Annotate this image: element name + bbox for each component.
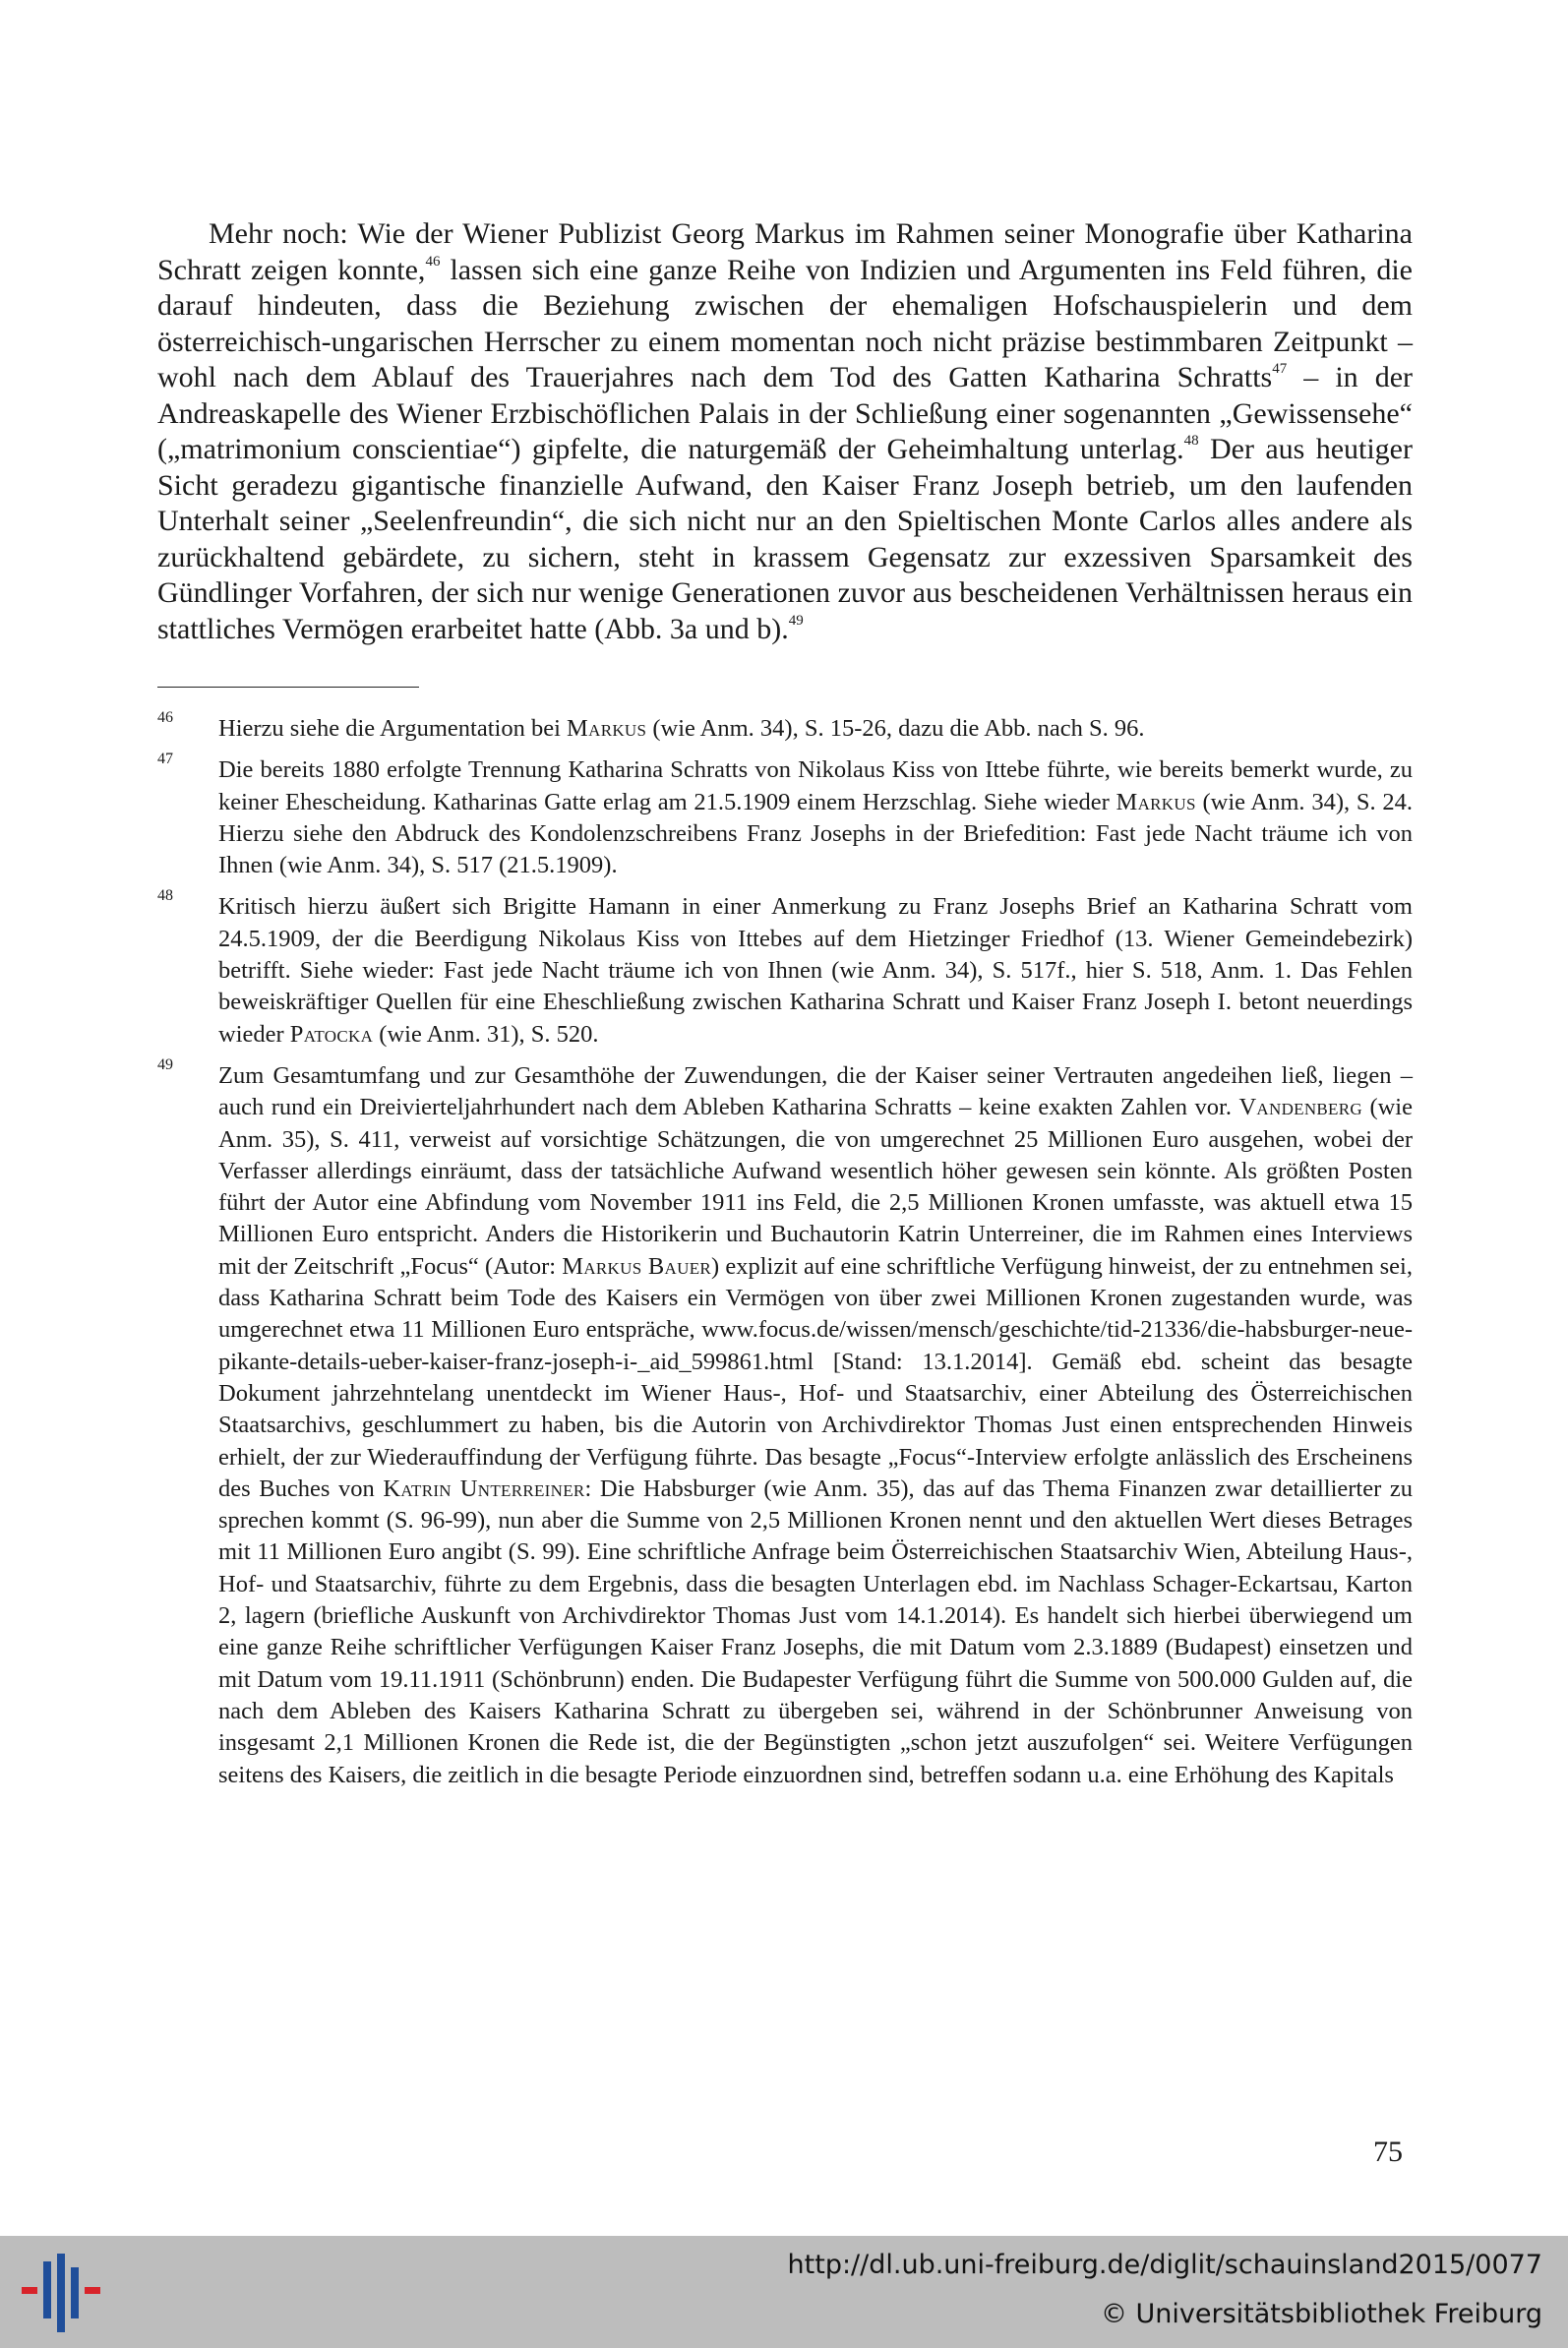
author-name: Vandenberg <box>1238 1094 1362 1121</box>
footnote-46 <box>157 709 1413 745</box>
page-content <box>157 216 1413 1801</box>
footnote-text: : Die Habsburger (wie Anm. 35), das auf das Thema Finanzen zwar detaillierter zu sprechen kommt (S. 96-99), nun aber die Summe von 2,5 Millionen Kronen nennt und den aktuellen Wert dieses Betrages mit 11 Millionen Euro angibt (S. 99). Eine schriftliche Anfrage beim Österreichischen Staatsarchiv Wien, Abteilung Haus-, Hof- und Staatsarchiv, führte zu dem Ergebnis, dass die besagten Unterlagen ebd. im Nachlass Schager-Eckartsau, Karton 2, lagern (briefliche Auskunft von Archivdirektor Thomas Just vom 14.1.2014). Es handelt sich hierbei überwiegend um eine ganze Reihe schriftlicher Verfügungen Kaiser Franz Josephs, die mit Datum vom 2.3.1889 (Budapest) einsetzen und mit Datum vom 19.11.1911 (Schönbrunn) enden. Die Budapester Verfügung führt die Summe von 500.000 Gulden auf, die nach dem Ableben des Kaisers Katharina Schratt zu übergeben sei, während in der Schönbrunner Anweisung von insgesamt 2,1 Millionen Kronen die Rede ist, die der Begünstigten „schon jetzt auszufolgen“ sei. Weitere Verfügungen seitens des Kaisers, die zeitlich in die besagte Periode einzuordnen sind, betreffen sodann u.a. eine Erhöhung des Kapitals <box>218 1475 1413 1788</box>
footnote-number: 49 <box>157 1055 173 1073</box>
footnote-text: (wie Anm. 34), S. 24. Hierzu siehe den Abdruck des Kondolenzschreibens Franz Josephs in der Briefedition: Fast jede Nacht träume ich von Ihnen (wie Anm. 34), S. 517 (21.5.1909). <box>218 788 1413 879</box>
footnote-ref-47: 47 <box>1272 361 1288 377</box>
author-name: Katrin Unterreiner <box>383 1475 585 1502</box>
author-name: Patocka <box>289 1020 374 1048</box>
footnote-text: (wie Anm. 35), S. 411, verweist auf vorsichtige Schätzungen, die von umgerechnet 25 Millionen Euro ausgehen, wobei der Verfasser allerdings einräumt, dass der tatsächliche Aufwand wesentlich höher gewesen sein könnte. Als größten Posten führt der Autor eine Abfindung vom November 1911 ins Feld, die 2,5 Millionen Kronen umfasste, was aktuell etwa 15 Millionen Euro entspricht. Anders die Historikerin und Buchautorin Katrin Unterreiner, die im Rahmen eines Interviews mit der Zeitschrift „Focus“ (Autor: <box>218 1094 1413 1280</box>
footnote-text: Kritisch hierzu äußert sich Brigitte Hamann in einer Anmerkung zu Franz Josephs Brief an Katharina Schratt vom 24.5.1909, der die Beerdigung Nikolaus Kiss von Ittebes auf dem Hietzinger Friedhof (13. Wiener Gemeindebezirk) betrifft. Siehe wieder: Fast jede Nacht träume ich von Ihnen (wie Anm. 34), S. 517f., hier S. 518, Anm. 1. Das Fehlen beweiskräftiger Quellen für eine Eheschließung zwischen Katharina Schratt und Kaiser Franz Joseph I. betont neuerdings wieder <box>218 893 1413 1048</box>
footnote-ref-46: 46 <box>425 253 441 270</box>
footnote-text: ) explizit auf eine schriftliche Verfügung hinweist, der zu entnehmen sei, dass Katharina Schratt beim Tode des Kaisers ein Vermögen von über zwei Millionen Kronen zugestanden wurde, was umgerechnet etwa 11 Millionen Euro entspräche, www.focus.​de/wissen/mensch/geschichte/tid-21336/die-habsburger-neue-pikante-details-ueber-kaiser-franz-jo​seph-i-_aid_599861.html [Stand: 13.1.2014]. Gemäß ebd. scheint das besagte Dokument jahrzehntelang unentdeckt im Wiener Haus-, Hof- und Staatsarchiv, einer Abteilung des Österreichischen Staatsarchivs, geschlummert zu haben, bis die Autorin von Archivdirektor Thomas Just einen entsprechenden Hinweis erhielt, der zur Wiederauffindung der Verfügung führte. Das besagte „Focus“-Interview erfolgte anlässlich des Erscheinens des Buches von <box>218 1252 1413 1502</box>
footnote-divider <box>157 687 419 688</box>
author-name: Markus Bauer <box>562 1252 712 1280</box>
main-text-part4: Der aus heutiger Sicht geradezu gigantische finanzielle Aufwand, den Kaiser Franz Joseph betrieb, um den laufenden Unterhalt seiner „Seelenfreundin“, die sich nicht nur an den Spieltischen Monte Carlos alles andere als zurückhaltend gebärdete, zu sichern, steht in krassem Gegensatz zur exzessiven Sparsamkeit des Gündlinger Vorfahren, der sich nur wenige Generationen zuvor aus bescheidenen Verhältnissen heraus ein stattliches Vermögen erarbeitet hatte (Abb. 3a und b). <box>157 433 1413 645</box>
footnote-text: Hierzu siehe die Argumentation bei <box>218 715 568 742</box>
author-name: Markus <box>1116 788 1196 815</box>
footnote-number: 48 <box>157 887 173 905</box>
footnote-ref-48: 48 <box>1183 433 1199 449</box>
footnote-47 <box>157 751 1413 881</box>
document-url-link[interactable]: http://dl.ub.uni-freiburg.de/diglit/schauinsland2015/0077 <box>787 2250 1542 2280</box>
footnote-49 <box>157 1055 1413 1791</box>
footnote-text: (wie Anm. 31), S. 520. <box>373 1020 599 1048</box>
footnote-number: 46 <box>157 709 173 726</box>
footnote-text: Die bereits 1880 erfolgte Trennung Katharina Schratts von Nikolaus Kiss von Ittebe führte, wie bereits bemerkt wurde, zu keiner Ehescheidung. Katharinas Gatte erlag am 21.5.1909 einem Herzschlag. Siehe wieder <box>218 756 1413 815</box>
page-number: 75 <box>1373 2136 1403 2168</box>
footnote-text: Zum Gesamtumfang und zur Gesamthöhe der Zuwendungen, die der Kaiser seiner Vertrauten angedeihen ließ, liegen – auch rund ein Dreivierteljahrhundert nach dem Ableben Katharina Schratts – keine exakten Zahlen vor. <box>218 1061 1413 1121</box>
author-name: Markus <box>567 715 647 742</box>
footnote-number: 47 <box>157 751 173 768</box>
ub-freiburg-logo-icon <box>14 2250 104 2334</box>
footnote-48 <box>157 887 1413 1050</box>
copyright-notice: © Universitätsbibliothek Freiburg <box>1100 2299 1542 2329</box>
footnote-text: (wie Anm. 34), S. 15-26, dazu die Abb. nach S. 96. <box>646 715 1145 742</box>
footer-bar <box>0 2236 1568 2348</box>
main-paragraph <box>157 216 1413 647</box>
main-text-part3: – in der Andreaskapelle des Wiener Erzbischöflichen Palais in der Schließung einer sogenannten „Gewissensehe“ („matrimonium conscientiae“) gipfelte, die naturgemäß der Geheimhaltung unterlag. <box>157 361 1413 465</box>
main-text-part2: lassen sich eine ganze Reihe von Indizien und Argumenten ins Feld führen, die darauf hindeuten, dass die Beziehung zwischen der ehemaligen Hofschauspielerin und dem österreichisch-ungarischen Herrscher zu einem momentan noch nicht präzise bestimmbaren Zeitpunkt – wohl nach dem Ablauf des Trauerjahres nach dem Tod des Gatten Katharina Schratts <box>157 253 1413 393</box>
main-text-part1: Mehr noch: Wie der Wiener Publizist Georg Markus im Rahmen seiner Monografie über Katharina Schratt zeigen konnte, <box>157 217 1413 286</box>
footnote-ref-49: 49 <box>788 612 804 629</box>
